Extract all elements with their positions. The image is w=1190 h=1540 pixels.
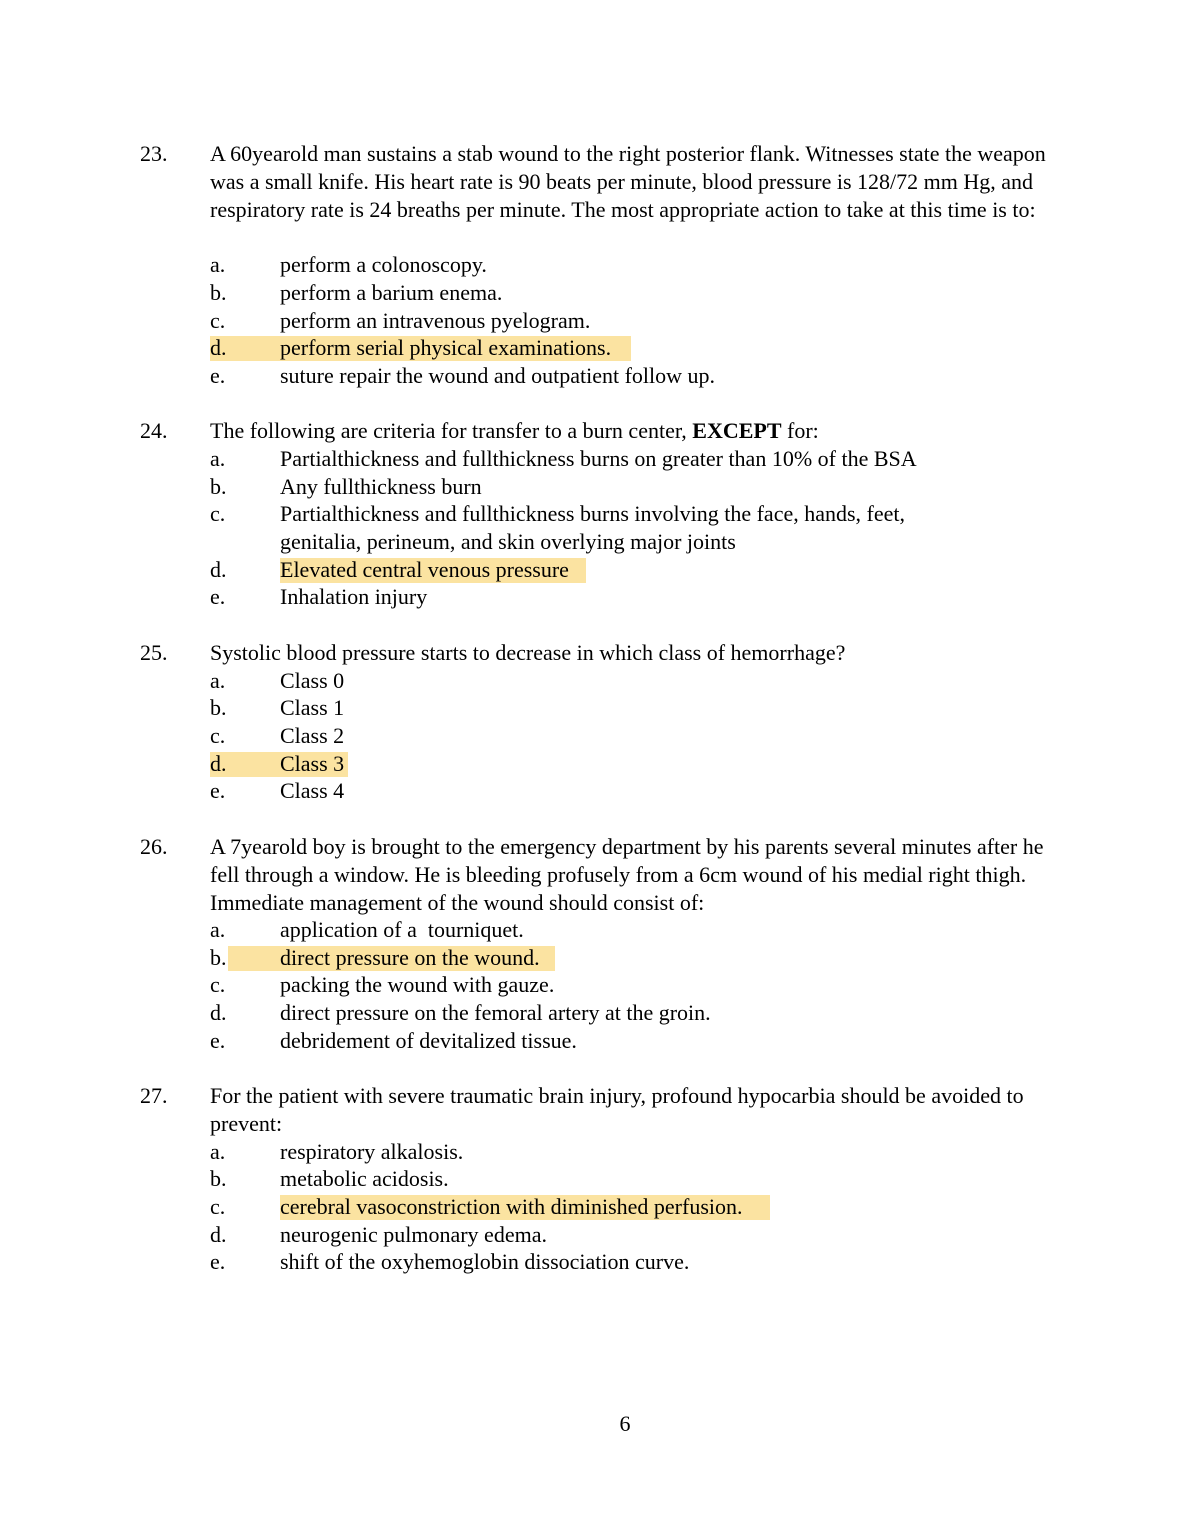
option-text: Any fullthickness burn [280, 474, 482, 499]
option-letter: b. [210, 280, 227, 305]
option-25a [0, 667, 1190, 695]
option-letter: e. [210, 1249, 226, 1274]
option-25b [0, 694, 1190, 722]
option-27e [0, 1248, 1190, 1276]
option-text: Partialthickness and fullthickness burns on greater than 10% of the BSA [280, 446, 917, 471]
option-25d-highlighted [0, 750, 1190, 778]
option-27d [0, 1221, 1190, 1249]
option-letter: e. [210, 584, 226, 609]
option-letter: b. [210, 1166, 227, 1191]
option-letter: c. [210, 1194, 226, 1219]
option-26b-highlighted [0, 944, 1190, 972]
option-text: metabolic acidosis. [280, 1166, 449, 1191]
question-number: 25. [140, 640, 168, 665]
option-letter: d. [210, 335, 227, 360]
option-24d-highlighted [0, 556, 1190, 584]
option-letter: e. [210, 363, 226, 388]
option-letter: e. [210, 778, 226, 803]
option-23a [0, 251, 1190, 279]
option-text: application of a tourniquet. [280, 917, 524, 942]
option-text: debridement of devitalized tissue. [280, 1028, 577, 1053]
option-letter: a. [210, 446, 226, 471]
option-letter: d. [210, 1222, 227, 1247]
option-text: neurogenic pulmonary edema. [280, 1222, 547, 1247]
option-letter: c. [210, 972, 226, 997]
option-text: Class 1 [280, 695, 345, 720]
option-text: Class 0 [280, 668, 345, 693]
option-26a [0, 916, 1190, 944]
option-letter: c. [210, 308, 226, 333]
option-26d [0, 999, 1190, 1027]
option-text: perform serial physical examinations. [280, 335, 612, 360]
option-letter: b. [210, 695, 227, 720]
question-stem: Systolic blood pressure starts to decrease in which class of hemorrhage? [210, 640, 846, 665]
option-letter: d. [210, 751, 227, 776]
option-text: Class 2 [280, 723, 345, 748]
option-text: packing the wound with gauze. [280, 972, 555, 997]
option-letter: d. [210, 1000, 227, 1025]
question-stem: A 7yearold boy is brought to the emergency department by his parents several minutes after he fell through a window. He is bleeding profusely from a 6cm wound of his medial right thigh. Immediate management of the wound should consist of: [210, 834, 1044, 915]
option-letter: a. [210, 668, 226, 693]
option-text: suture repair the wound and outpatient follow up. [280, 363, 716, 388]
option-text: Class 4 [280, 778, 345, 803]
option-text: direct pressure on the wound. [280, 945, 540, 970]
option-25e [0, 777, 1190, 805]
option-text: respiratory alkalosis. [280, 1139, 464, 1164]
option-text: Partialthickness and fullthickness burns involving the face, hands, feet, genitalia, perineum, and skin overlying major joints [280, 501, 906, 554]
question-stem: The following are criteria for transfer to a burn center, EXCEPT for: [210, 418, 819, 443]
option-23d-highlighted [0, 334, 1190, 362]
option-24a [0, 445, 1190, 473]
option-text: direct pressure on the femoral artery at the groin. [280, 1000, 711, 1025]
option-text: shift of the oxyhemoglobin dissociation curve. [280, 1249, 690, 1274]
option-letter: b. [210, 474, 227, 499]
option-text: perform an intravenous pyelogram. [280, 308, 591, 333]
page-number: 6 [619, 1411, 631, 1436]
option-23c [0, 307, 1190, 335]
option-26e [0, 1027, 1190, 1055]
option-letter: d. [210, 557, 227, 582]
option-text: perform a barium enema. [280, 280, 503, 305]
option-letter: e. [210, 1028, 226, 1053]
option-25c [0, 722, 1190, 750]
option-text: Class 3 [280, 751, 345, 776]
option-letter: a. [210, 917, 226, 942]
question-stem: A 60yearold man sustains a stab wound to the right posterior flank. Witnesses state the weapon was a small knife. His heart rate is 90 beats per minute, blood pressure is 128/72 mm Hg, and respiratory rate is 24 breaths per minute. The most appropriate action to take at this time is to: [210, 141, 1046, 222]
option-text: Inhalation injury [280, 584, 428, 609]
option-letter: a. [210, 1139, 226, 1164]
option-text: Elevated central venous pressure [280, 557, 569, 582]
option-27b [0, 1165, 1190, 1193]
option-23b [0, 279, 1190, 307]
option-23e [0, 362, 1190, 390]
option-letter: c. [210, 501, 226, 526]
except-emphasis: EXCEPT [692, 418, 782, 443]
option-26c [0, 971, 1190, 999]
option-text: perform a colonoscopy. [280, 252, 487, 277]
option-24c [0, 500, 1190, 556]
question-number: 26. [140, 834, 168, 859]
option-letter: a. [210, 252, 226, 277]
option-text: cerebral vasoconstriction with diminished perfusion. [280, 1194, 743, 1219]
option-27c-highlighted [0, 1193, 1190, 1221]
question-number: 23. [140, 141, 168, 166]
question-number: 24. [140, 418, 168, 443]
option-24e [0, 583, 1190, 611]
option-27a [0, 1138, 1190, 1166]
option-letter: c. [210, 723, 226, 748]
option-24b [0, 473, 1190, 501]
question-stem: For the patient with severe traumatic brain injury, profound hypocarbia should be avoided to prevent: [210, 1083, 1024, 1136]
question-number: 27. [140, 1083, 168, 1108]
option-letter: b. [210, 945, 227, 970]
